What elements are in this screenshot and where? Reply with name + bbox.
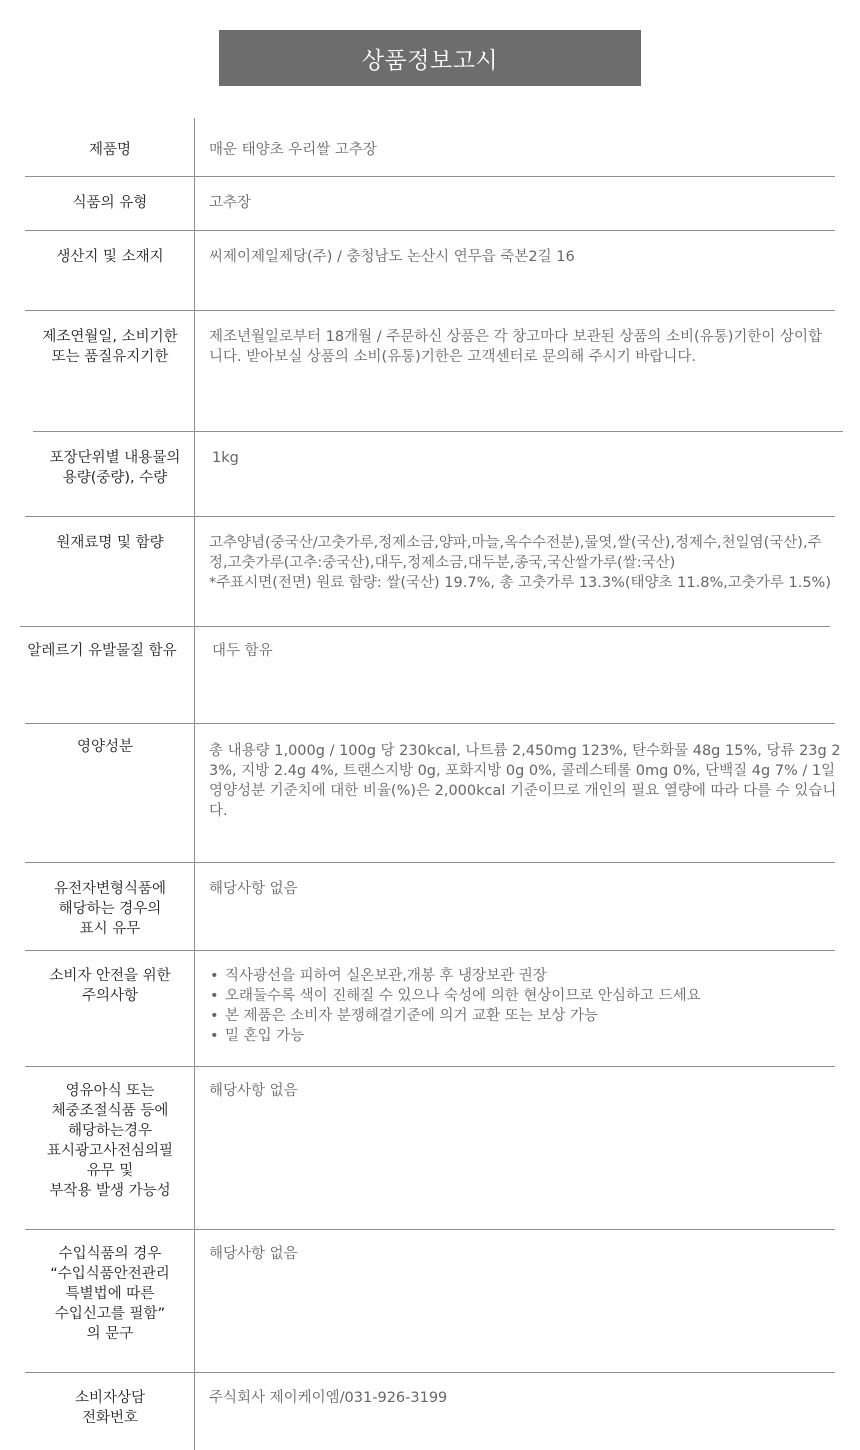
row-divider <box>25 862 835 863</box>
label-gmo: 유전자변형식품에 해당하는 경우의 표시 유무 <box>53 881 167 937</box>
label-origin: 생산지 및 소재지 <box>56 249 164 265</box>
value-safety <box>205 966 845 1046</box>
label-infant-diet: 영유아식 또는 체중조절식품 등에 해당하는경우 표시광고사전심의필 유무 및 부작용 발생 가능성 <box>46 1083 174 1199</box>
row-divider <box>25 1066 835 1067</box>
label-food-type: 식품의 유형 <box>72 195 148 211</box>
value-product-name: 매운 태양초 우리쌀 고추장 <box>209 142 377 158</box>
row-divider <box>25 310 835 311</box>
value-expiry: 제조년월일로부터 18개월 / 주문하신 상품은 각 창고마다 보관된 상품의 소비(유통)기한이 상이합니다. 받아보실 상품의 소비(유통)기한은 고객센터로 문의해 주시기 바랍니다. <box>209 329 823 365</box>
value-capacity: 1kg <box>212 450 239 466</box>
value-nutrition: 총 내용량 1,000g / 100g 당 230kcal, 나트륨 2,450mg 123%, 탄수화물 48g 15%, 당류 23g 23%, 지방 2.4g 4%, 트랜스지방 0g, 포화지방 0g 0%, 콜레스테롤 0mg 0%, 단백질 4g 7% / 1일 영양성분 기준치에 대한 비율(%)은 2,000kcal 기준이므로 개인의 필요 열량에 따라 다를 수 있습니다. <box>209 743 841 819</box>
row-divider <box>25 950 835 951</box>
row-divider <box>25 176 835 177</box>
label-nutrition: 영양성분 <box>76 739 134 755</box>
value-gmo: 해당사항 없음 <box>209 881 298 897</box>
row-divider <box>33 431 843 432</box>
safety-note-item: • 밀 혼입 가능 <box>205 1026 845 1046</box>
value-ingredients: 고추양념(중국산/고춧가루,정제소금,양파,마늘,옥수수전분),물엿,쌀(국산),정제수,천일염(국산),주정,고춧가루(고추:중국산),대두,정제소금,대두분,종국,국산쌀가루(쌀:국산) *주표시면(전면) 원료 함량: 쌀(국산) 19.7%, 총 고춧가루 13.3%(태양초 11.8%,고춧가루 1.5%) <box>209 535 831 591</box>
row-divider <box>25 1229 835 1230</box>
row-divider <box>25 723 835 724</box>
safety-note-item: • 오래둘수록 색이 진해질 수 있으나 숙성에 의한 현상이므로 안심하고 드세요 <box>205 986 845 1006</box>
value-food-type: 고추장 <box>209 195 252 211</box>
value-import: 해당사항 없음 <box>209 1246 298 1262</box>
label-import: 수입식품의 경우 “수입식품안전관리 특별법에 따른 수입신고를 필함” 의 문구 <box>50 1246 170 1342</box>
value-contact: 주식회사 제이케이엠/031-926-3199 <box>209 1390 448 1406</box>
label-expiry: 제조연월일, 소비기한 또는 품질유지기한 <box>42 329 178 365</box>
label-safety: 소비자 안전을 위한 주의사항 <box>49 968 171 1004</box>
safety-notes-list <box>205 966 845 1046</box>
label-allergens: 알레르기 유발물질 함유 <box>27 643 177 659</box>
value-infant-diet: 해당사항 없음 <box>209 1083 298 1099</box>
label-contact: 소비자상담 전화번호 <box>74 1390 146 1426</box>
row-divider <box>20 626 830 627</box>
value-origin: 씨제이제일제당(주) / 충청남도 논산시 연무읍 죽본2길 16 <box>209 249 575 265</box>
row-divider <box>25 1372 835 1373</box>
label-ingredients: 원재료명 및 함량 <box>56 535 164 551</box>
row-divider <box>25 516 835 517</box>
safety-note-item: • 본 제품은 소비자 분쟁해결기준에 의거 교환 또는 보상 가능 <box>205 1006 845 1026</box>
page-title: 상품정보고시 <box>219 30 641 86</box>
label-product-name: 제품명 <box>88 142 132 158</box>
safety-note-item: • 직사광선을 피하여 실온보관,개봉 후 냉장보관 권장 <box>205 966 845 986</box>
row-divider <box>25 230 835 231</box>
label-capacity: 포장단위별 내용물의 용량(중량), 수량 <box>49 450 181 486</box>
value-allergens: 대두 함유 <box>212 643 273 659</box>
